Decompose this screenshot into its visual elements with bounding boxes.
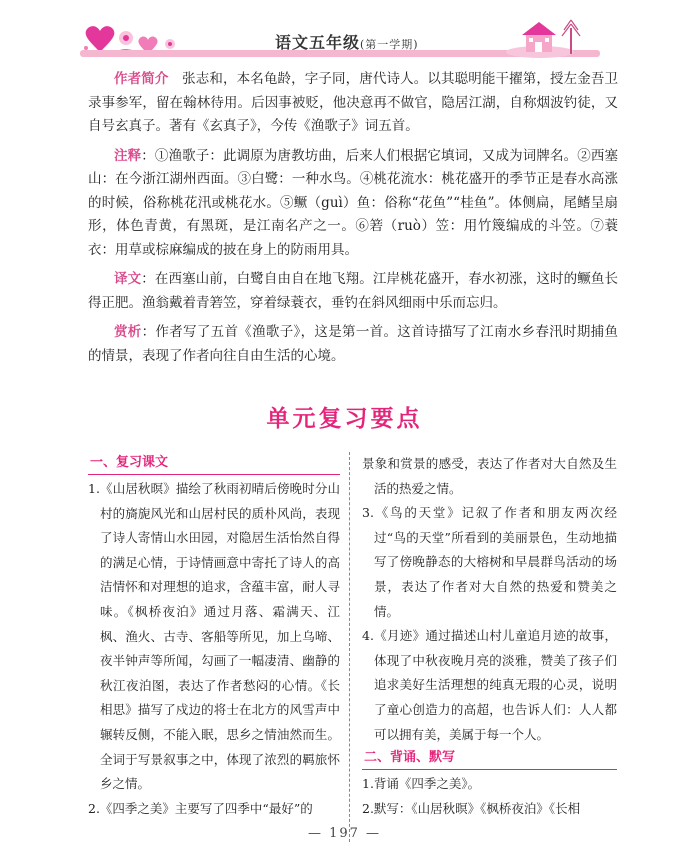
right-column [362,452,617,830]
translation-label: 译文 [114,271,142,287]
page-number: — 197 — [307,826,382,841]
annotations-label: 注释 [114,147,142,164]
term-subtitle: (第一学期) [360,38,419,51]
recite-item-2: 2.默写：《山居秋暝》《枫桥夜泊》《长相 [362,800,581,816]
translation-text: ：在西塞山前，白鹭自由自在地飞翔。江岸桃花盛开，春水初涨，这时的鳜鱼长得正肥。渔翁戴着青箬笠，穿着绿蓑衣，垂钓在斜风细雨中乐而忘归。 [88,271,618,311]
column-divider [349,452,350,842]
appreciation-label: 赏析 [114,324,142,340]
translation [88,268,618,315]
review-item-2-start: 2.《四季之美》主要写了四季中“最好”的 [88,800,313,816]
author-intro-label: 作者简介 [114,71,169,87]
section-title: 单元复习要点 [266,406,423,432]
review-texts-heading: 一、复习课文 [88,452,340,475]
header-title [275,30,419,53]
review-item-1: 1.《山居秋暝》描绘了秋雨初晴后傍晚时分山村的旖旎风光和山居村民的质朴风尚，表现了诗人寄情山水田园，对隐居生活怡然自得的满足心情，于诗情画意中寄托了诗人的高洁情怀和对理想的追求，含蕴丰富，耐人寻味。《枫桥夜泊》通过月落、霜满天、江枫、渔火、古寺、客船等所见，加上乌啼、夜半钟声等所闻，勾画了一幅凄清、幽静的秋江夜泊图，表达了作者愁闷的心情。《长相思》描写了戍边的将士在北方的风雪声中辗转反侧，不能入眠，思乡之情油然而生。全词于写景叙事之中，体现了浓烈的羁旅怀乡之情。 [88,481,340,792]
poem-notes [88,68,618,374]
review-item-2-continued: 景象和赏景的感受，表达了作者对大自然及生活的热爱之情。 [362,456,617,496]
recite-heading: 二、背诵、默写 [362,747,617,770]
appreciation-text: ：作者写了五首《渔歌子》，这是第一首。这首诗描写了江南水乡春汛时期捕鱼的情景，表现了作者向往自由生活的心境。 [88,324,618,364]
author-intro [88,68,618,139]
annotations-text: ：①渔歌子：此调原为唐教坊曲，后来人们根据它填词，又成为词牌名。②西塞山：在今浙江湖州西面。③白鹭：一种水鸟。④桃花流水：桃花盛开的季节正是春水高涨的时候，俗称桃花汛或桃花水。⑤鳜（guì）鱼：俗称“花鱼”“桂鱼”。体侧扁，尾鳍呈扇形，体色青黄，有黑斑，是江南名产之一。⑥箬（ruò）笠：用竹篾编成的斗笠。⑦蓑衣：用草或棕麻编成的披在身上的防雨用具。 [88,147,618,258]
review-item-3: 3.《鸟的天堂》记叙了作者和朋友两次经过“鸟的天堂”所看到的美丽景色，生动地描写了傍晚静态的大榕树和早晨群鸟活动的场景，表达了作者对大自然的热爱和赞美之情。 [362,505,617,619]
book-title: 语文五年级 [275,33,361,52]
author-intro-text: 张志和，本名龟龄，字子同，唐代诗人。以其聪明能干擢第，授左金吾卫录事参军，留在翰林待用。后因事被贬，他决意再不做官，隐居江湖，自称烟波钓徒，又自号玄真子。著有《玄真子》，今传《渔歌子》词五首。 [88,71,618,134]
annotations [88,145,618,263]
page-header [0,0,689,68]
review-item-4: 4.《月迹》通过描述山村儿童追月迹的故事，体现了中秋夜晚月亮的淡雅，赞美了孩子们追求美好生活理想的纯真无瑕的心灵，说明了童心创造力的高超，也告诉人们：人人都可以拥有美，美属于每一个人。 [362,628,617,742]
appreciation [88,321,618,368]
house-tree-decoration [500,14,590,60]
recite-item-1: 1.背诵《四季之美》。 [362,776,481,792]
left-column [88,452,340,830]
